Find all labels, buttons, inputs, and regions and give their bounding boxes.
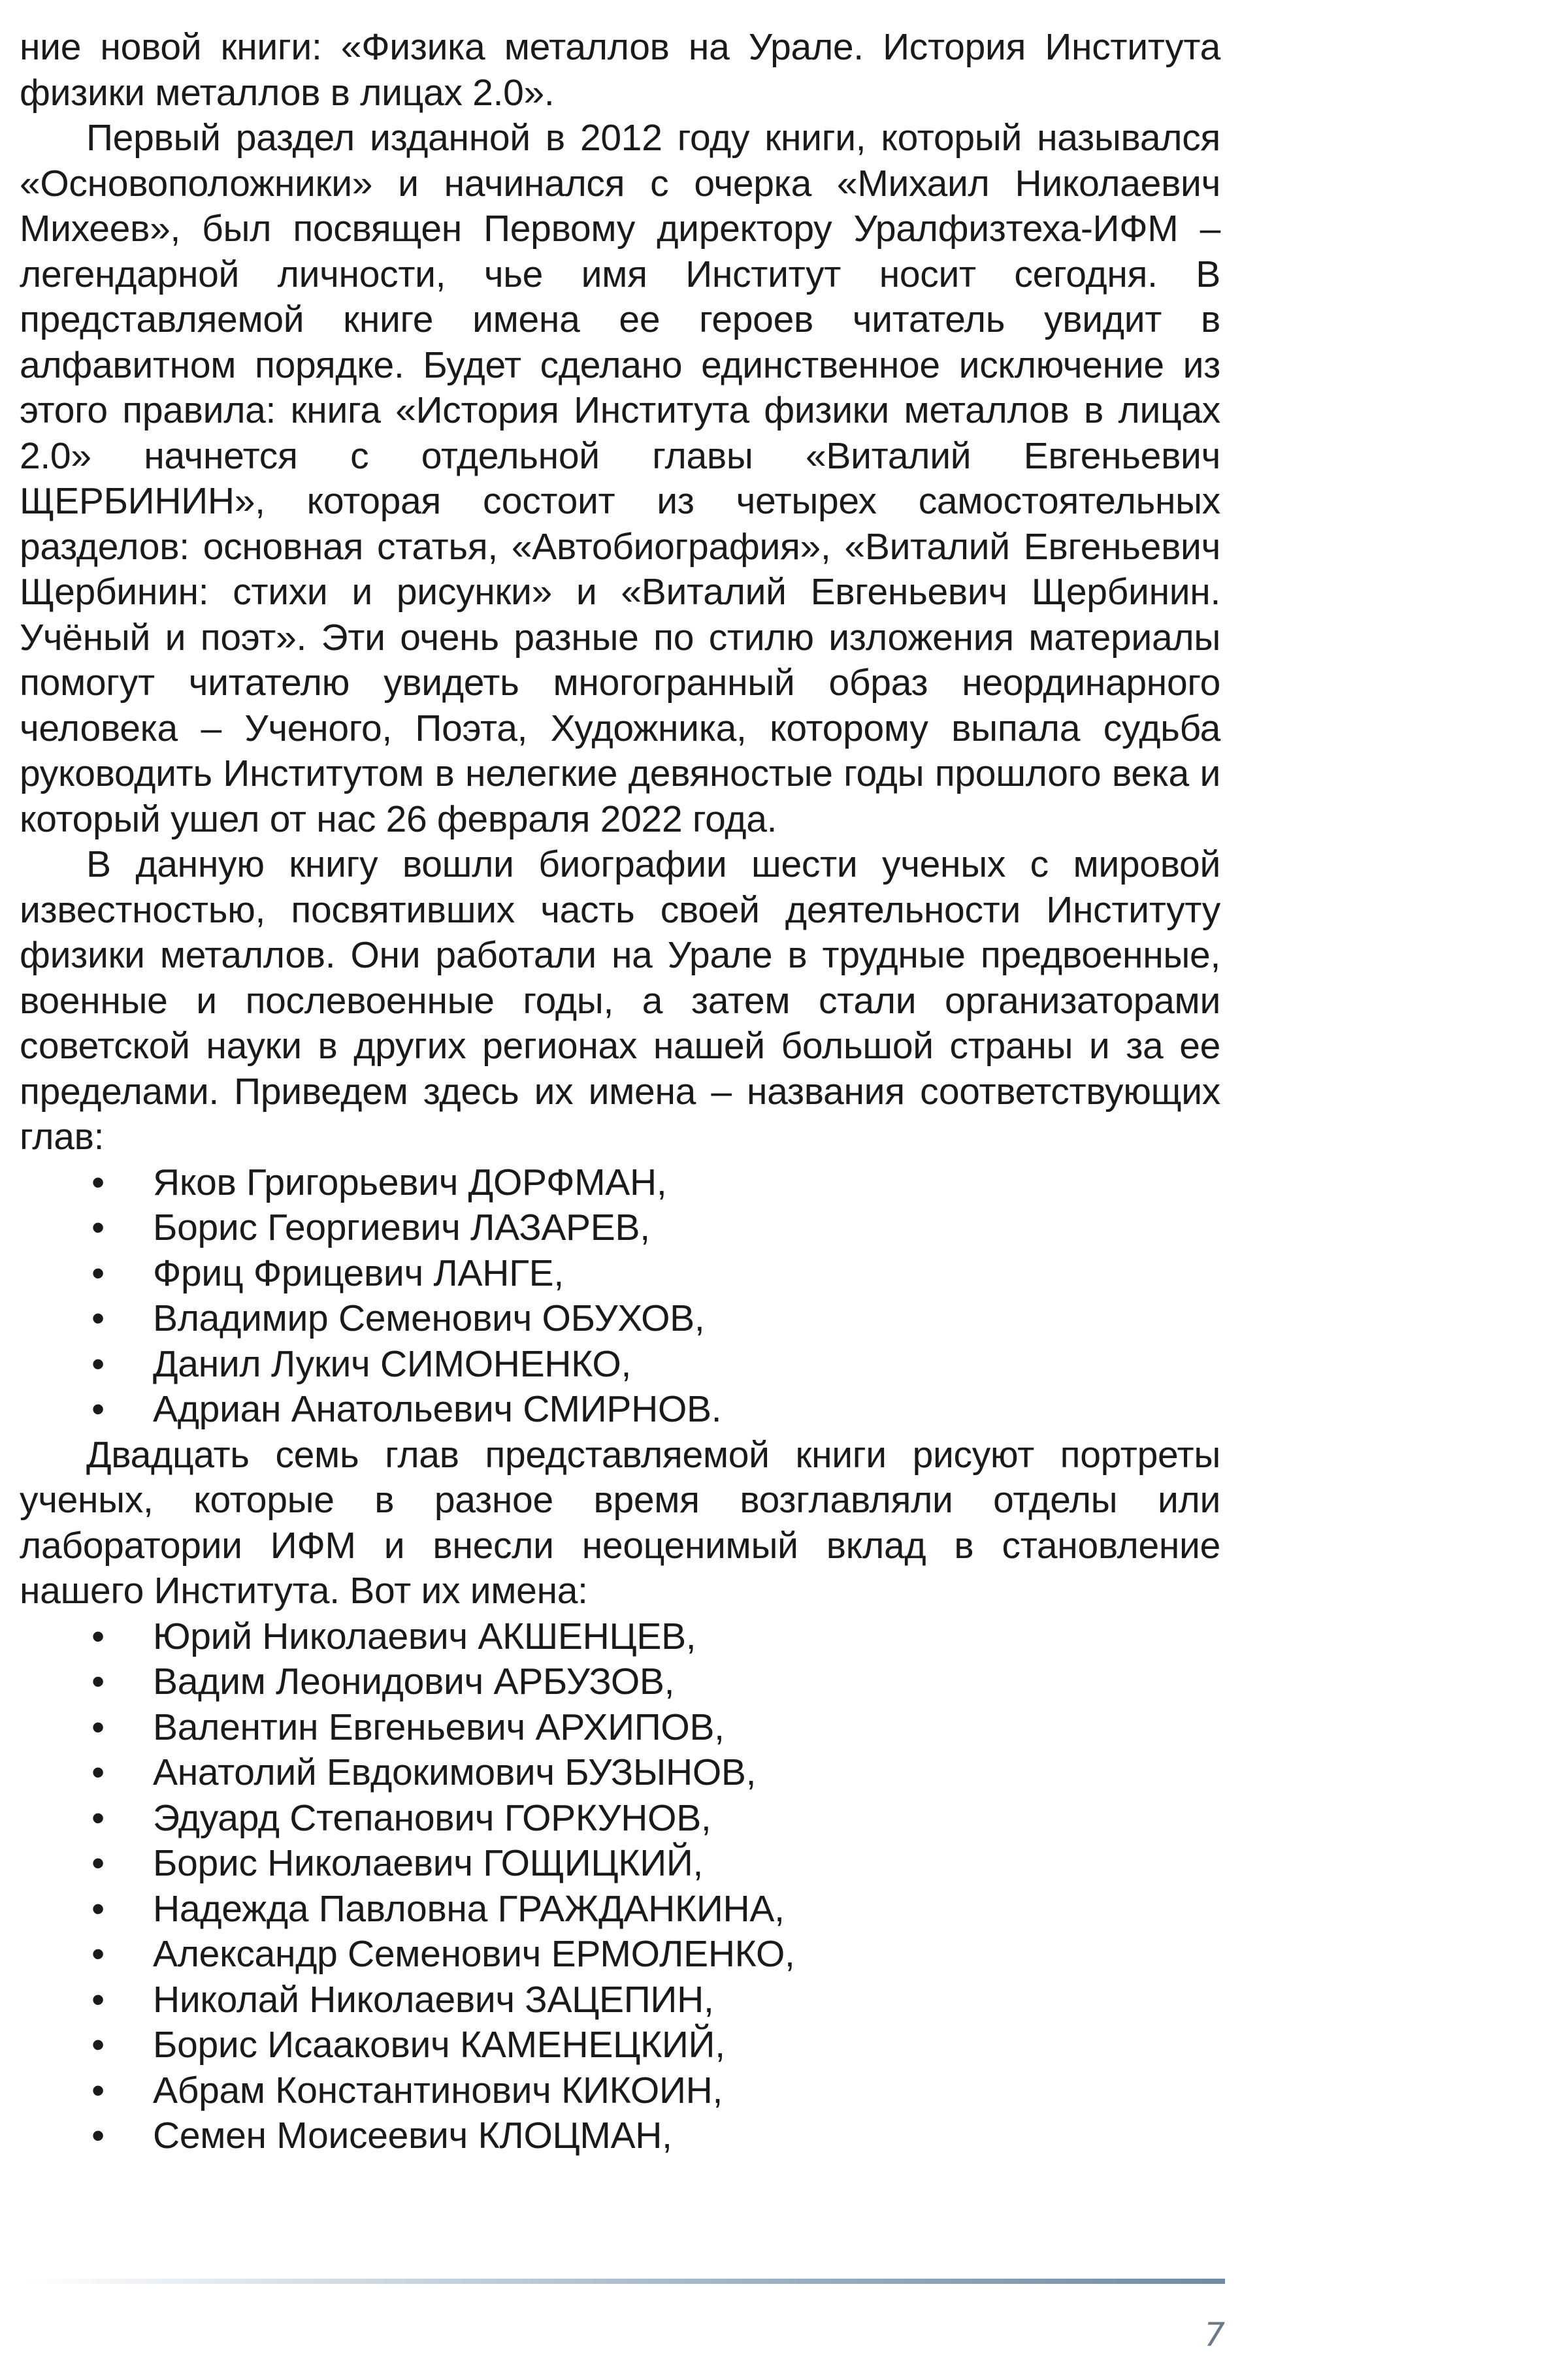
bullet-icon: • xyxy=(91,1207,105,1248)
department-heads-list xyxy=(20,1614,1220,2159)
list-item: • Николай Николаевич ЗАЦЕПИН, xyxy=(20,1977,1220,2023)
list-item: • Данил Лукич СИМОНЕНКО, xyxy=(20,1342,1220,1388)
bullet-icon: • xyxy=(91,1978,105,2021)
bullet-icon: • xyxy=(91,1751,105,1793)
bullet-icon: • xyxy=(91,1161,105,1203)
bullet-icon: • xyxy=(91,1933,105,1975)
list-item: • Борис Исаакович КАМЕНЕЦКИЙ, xyxy=(20,2023,1220,2068)
bullet-icon: • xyxy=(91,1252,105,1294)
bullet-icon: • xyxy=(91,1797,105,1839)
paragraph-department-heads: Двадцать семь глав представляемой книги рисуют портреты ученых, которые в разное время возглавляли отделы или лаборатории ИФМ и внесли неоценимый вклад в становление нашего Института. Вот их имена: xyxy=(20,1433,1220,1612)
list-item: • Адриан Анатольевич СМИРНОВ. xyxy=(20,1387,1220,1433)
bullet-icon: • xyxy=(91,2115,105,2156)
bullet-icon: • xyxy=(91,1887,105,1930)
bullet-icon: • xyxy=(91,1842,105,1884)
bullet-icon: • xyxy=(91,1297,105,1339)
list-item: • Валентин Евгеньевич АРХИПОВ, xyxy=(20,1705,1220,1751)
document-page xyxy=(20,25,1220,2159)
list-item: • Владимир Семенович ОБУХОВ, xyxy=(20,1296,1220,1342)
list-item: • Александр Семенович ЕРМОЛЕНКО, xyxy=(20,1932,1220,1977)
list-item: • Семен Моисеевич КЛОЦМАН, xyxy=(20,2113,1220,2159)
bullet-icon: • xyxy=(91,1661,105,1702)
bullet-icon: • xyxy=(91,1388,105,1430)
page-number: 7 xyxy=(1204,2316,1225,2354)
list-item: • Фриц Фрицевич ЛАНГЕ, xyxy=(20,1251,1220,1297)
list-item: • Юрий Николаевич АКШЕНЦЕВ, xyxy=(20,1614,1220,1660)
list-item: • Вадим Леонидович АРБУЗОВ, xyxy=(20,1659,1220,1705)
list-item: • Надежда Павловна ГРАЖДАНКИНА, xyxy=(20,1887,1220,1932)
list-item: • Борис Николаевич ГОЩИЦКИЙ, xyxy=(20,1841,1220,1887)
list-item: • Анатолий Евдокимович БУЗЫНОВ, xyxy=(20,1750,1220,1796)
list-item: • Борис Георгиевич ЛАЗАРЕВ, xyxy=(20,1205,1220,1251)
bullet-icon: • xyxy=(91,2024,105,2066)
scientists-list xyxy=(20,1160,1220,1433)
list-item: • Эдуард Степанович ГОРКУНОВ, xyxy=(20,1796,1220,1842)
paragraph-world-scientists: В данную книгу вошли биографии шести ученых с мировой известностью, посвятивших часть своей деятельности Институту физики металлов. Они работали на Урале в трудные предвоенные, военные и послевоенные годы, а затем стали организаторами советской науки в других регионах нашей большой страны и за ее пределами. Приведем здесь их имена – названия соответствующих глав: xyxy=(20,843,1220,1158)
bullet-icon: • xyxy=(91,1342,105,1385)
list-item: • Яков Григорьевич ДОРФМАН, xyxy=(20,1160,1220,1206)
bullet-icon: • xyxy=(91,1615,105,1657)
footer-divider xyxy=(26,2279,1225,2284)
bullet-icon: • xyxy=(91,1706,105,1748)
paragraph-continuation: ние новой книги: «Физика металлов на Урале. История Института физики металлов в лицах 2.0». xyxy=(20,26,1220,114)
bullet-icon: • xyxy=(91,2069,105,2111)
list-item: • Абрам Константинович КИКОИН, xyxy=(20,2068,1220,2114)
paragraph-first-section: Первый раздел изданной в 2012 году книги, который назывался «Основоположники» и начинался с очерка «Михаил Николаевич Михеев», был посвящен Первому директору Уралфизтеха-ИФМ – легендарной личности, чье имя Институт носит сегодня. В представляемой книге имена ее героев читатель увидит в алфавитном порядке. Будет сделано единственное исключение из этого правила: книга «История Института физики металлов в лицах 2.0» начнется с отдельной главы «Виталий Евгеньевич ЩЕРБИНИН», которая состоит из четырех самостоятельных разделов: основная статья, «Автобиография», «Виталий Евгеньевич Щербинин: стихи и рисунки» и «Виталий Евгеньевич Щербинин. Учёный и поэт». Эти очень разные по стилю изложения материалы помогут читателю увидеть многогранный образ неординарного человека – Ученого, Поэта, Художника, которому выпала судьба руководить Институтом в нелегкие девяностые годы прошлого века и который ушел от нас 26 февраля 2022 года. xyxy=(20,117,1220,840)
